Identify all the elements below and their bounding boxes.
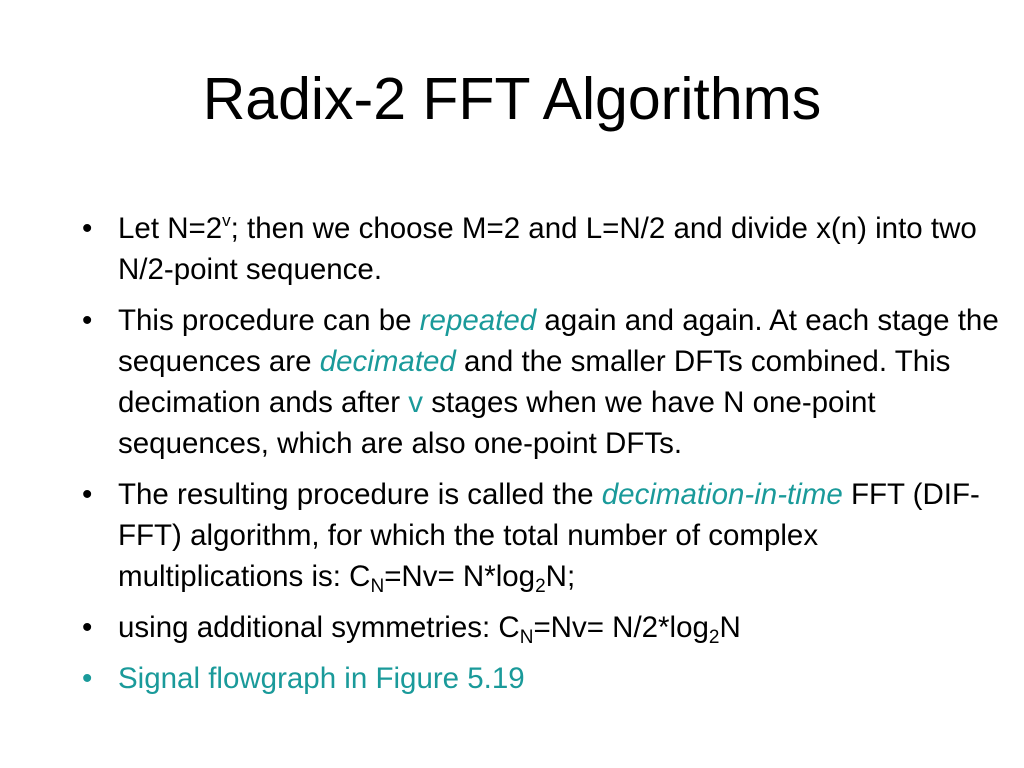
bullet-marker: • <box>82 212 93 245</box>
bullet-text: FFT (DIF-FFT) algorithm, for which the total number of complex multiplications is: C <box>118 478 980 593</box>
variable-v: v <box>408 386 423 419</box>
bullet-item-1 <box>0 208 1024 290</box>
bullet-text: stages when we have N one-point sequences, which are also one-point DFTs. <box>118 386 876 460</box>
bullet-text: The resulting procedure is called the <box>118 478 602 511</box>
emphasis-decimated: decimated <box>319 345 456 378</box>
subscript: N <box>519 627 534 648</box>
bullet-item-3 <box>0 474 1024 597</box>
bullet-text: =Nv= N*log <box>384 560 536 593</box>
figure-reference: Signal flowgraph in Figure 5.19 <box>118 662 525 695</box>
bullet-list <box>0 208 1024 709</box>
bullet-marker: • <box>82 304 93 337</box>
bullet-marker: • <box>82 478 93 511</box>
bullet-text: N; <box>545 560 576 593</box>
bullet-text: =Nv= N/2*log <box>533 611 709 644</box>
subscript: 2 <box>708 627 720 648</box>
superscript: v <box>222 211 231 230</box>
bullet-item-5 <box>0 658 1024 699</box>
bullet-text: using additional symmetries: C <box>118 611 520 644</box>
bullet-marker: • <box>82 662 93 695</box>
emphasis-decimation-in-time: decimation-in-time <box>601 478 843 511</box>
bullet-text: again and again. At each stage the sequences are <box>118 304 999 378</box>
slide-title: Radix-2 FFT Algorithms <box>202 66 822 132</box>
bullet-text: This procedure can be <box>118 304 420 337</box>
emphasis-repeated: repeated <box>419 304 537 337</box>
bullet-item-2 <box>0 300 1024 464</box>
subscript: 2 <box>535 576 546 597</box>
bullet-text: ; then we choose M=2 and L=N/2 and divide x(n) into two N/2-point sequence. <box>118 212 977 286</box>
bullet-text: N <box>719 611 741 644</box>
bullet-marker: • <box>82 611 93 644</box>
bullet-text: Let N=2 <box>118 212 223 245</box>
subscript: N <box>370 576 385 597</box>
bullet-text: and the smaller DFTs combined. This decimation ands after <box>118 345 951 419</box>
bullet-item-4 <box>0 607 1024 648</box>
